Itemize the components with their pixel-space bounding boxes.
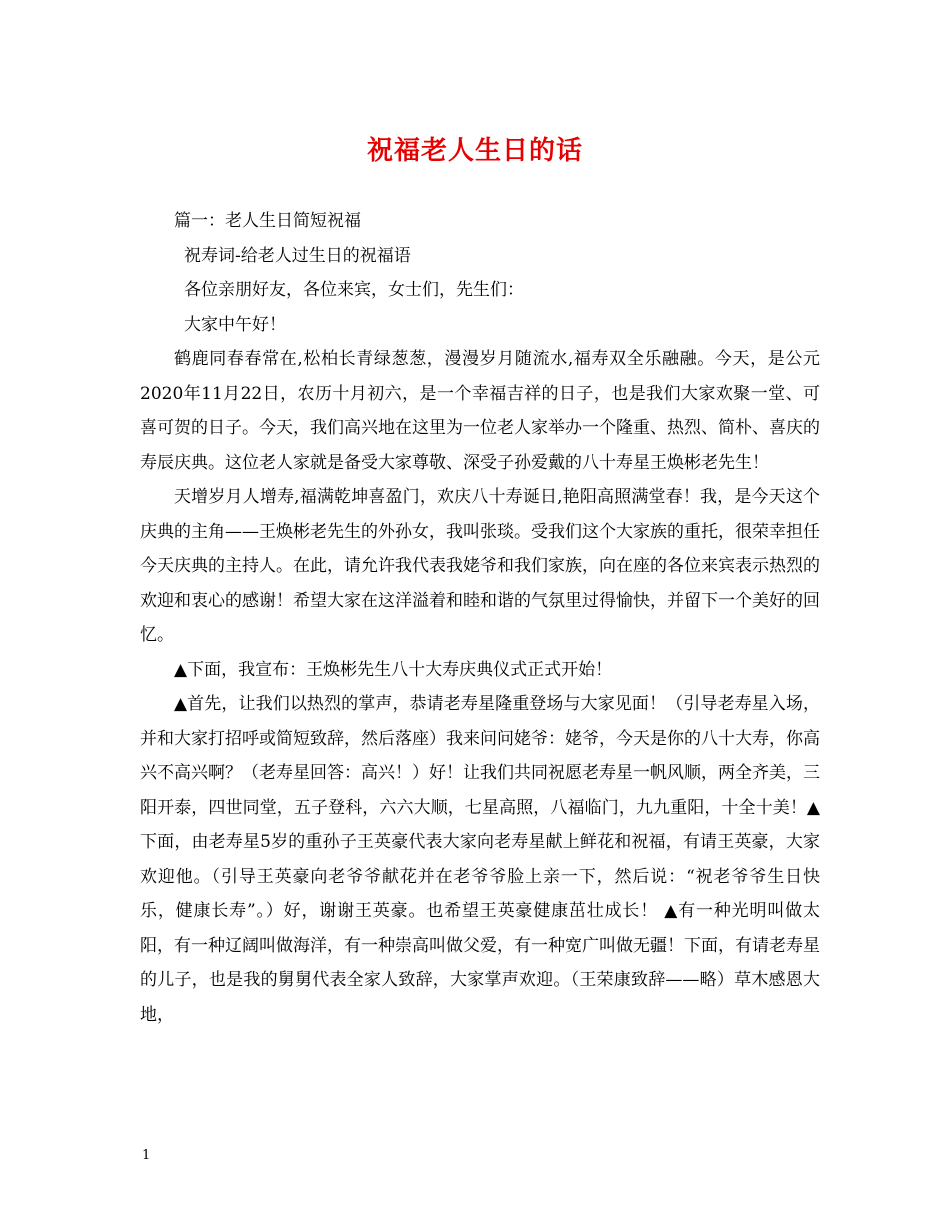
paragraph: 鹤鹿同春春常在,松柏长青绿葱葱，漫漫岁月随流水,福寿双全乐融融。今天，是公元2020年11月22日，农历十月初六，是一个幸福吉祥的日子，也是我们大家欢聚一堂、可喜可贺的日子。今天，我们高兴地在这里为一位老人家举办一个隆重、热烈、简朴、喜庆的寿辰庆典。这位老人家就是备受大家尊敬、深受子孙爱戴的八十寿星王焕彬老先生！ bbox=[140, 349, 820, 473]
paragraph: ▲下面，我宣布：王焕彬先生八十大寿庆典仪式正式开始！ bbox=[174, 659, 613, 680]
document-title: 祝福老人生日的话 bbox=[366, 136, 583, 166]
greeting-line: 各位亲朋好友，各位来宾，女士们，先生们： bbox=[184, 280, 524, 300]
page-number: 1 bbox=[142, 1148, 151, 1163]
subtitle-line: 祝寿词-给老人过生日的祝福语 bbox=[184, 245, 411, 266]
document-body bbox=[140, 204, 820, 1032]
good-noon-line: 大家中午好！ bbox=[184, 314, 286, 335]
paragraph: ▲首先，让我们以热烈的掌声，恭请老寿星隆重登场与大家见面！（引导老寿星入场，并和大家打招呼或简短致辞，然后落座）我来问问姥爷：姥爷，今天是你的八十大寿，你高兴不高兴啊？（老寿星回答：高兴！）好！让我们共同祝愿老寿星一帆风顺，两全齐美，三阳开泰，四世同堂，五子登科，六六大顺，七星高照，八福临门，九九重阳，十全十美！▲下面，由老寿星5岁的重孙子王英豪代表大家向老寿星献上鲜花和祝福，有请王英豪，大家欢迎他。（引导王英豪向老爷爷献花并在老爷爷脸上亲一下，然后说：“祝老爷爷生日快乐，健康长寿”。）好，谢谢王英豪。也希望王英豪健康茁壮成长！ ▲有一种光明叫做太阳，有一种辽阔叫做海洋，有一种崇高叫做父爱，有一种宽广叫做无疆！下面，有请老寿星的儿子，也是我的舅舅代表全家人致辞，大家掌声欢迎。（王荣康致辞——略）草木感恩大地， bbox=[140, 694, 820, 1025]
paragraph: 天增岁月人增寿,福满乾坤喜盈门，欢庆八十寿诞日,艳阳高照满堂春！我，是今天这个庆典的主角——王焕彬老先生的外孙女，我叫张琰。受我们这个大家族的重托，很荣幸担任今天庆典的主持人。在此，请允许我代表我姥爷和我们家族，向在座的各位来宾表示热烈的欢迎和衷心的感谢！希望大家在这洋溢着和睦和谐的气氛里过得愉快，并留下一个美好的回忆。 bbox=[140, 487, 820, 645]
section-heading: 篇一：老人生日简短祝福 bbox=[174, 211, 361, 231]
